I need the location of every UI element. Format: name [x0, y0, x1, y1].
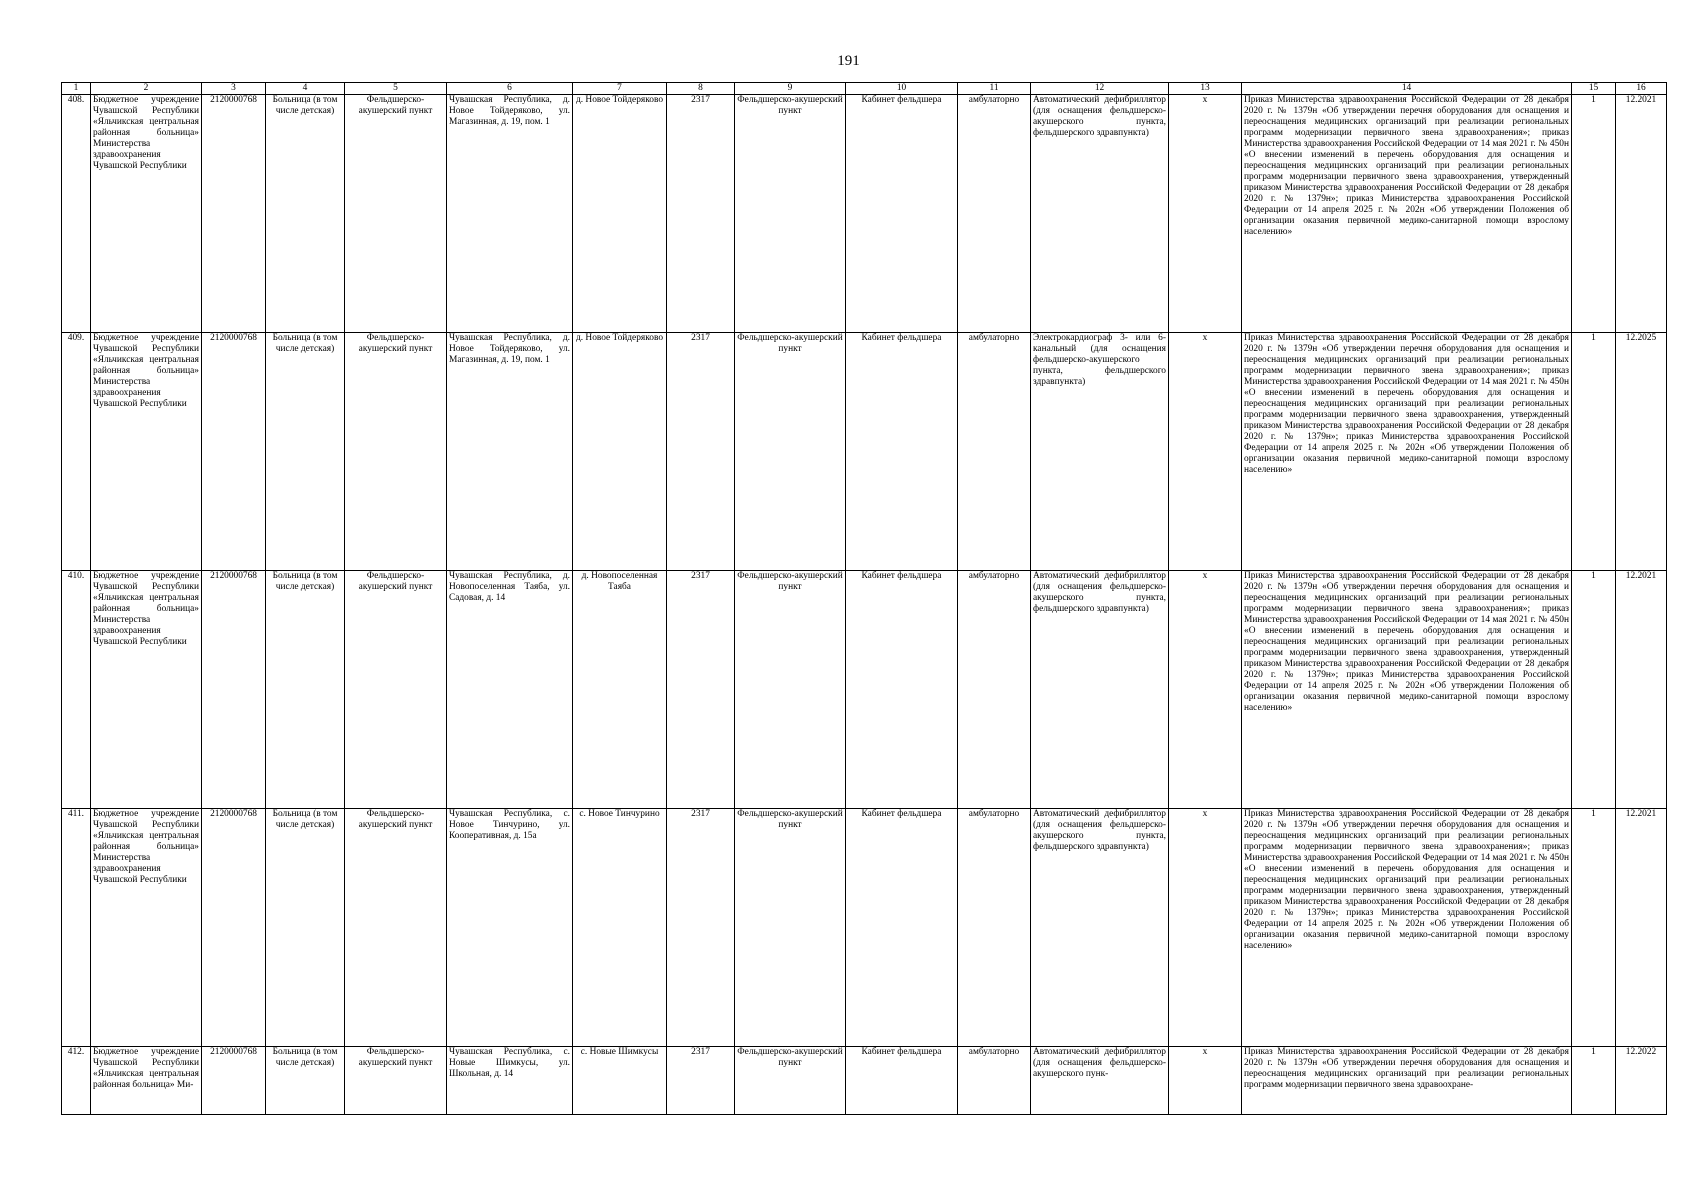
column-number: 15 — [1572, 83, 1616, 95]
care-mode: амбулаторно — [958, 571, 1031, 809]
column-number: 4 — [266, 83, 345, 95]
organization-type: Больница (в том числе детская) — [266, 809, 345, 1047]
row-number: 409. — [62, 333, 91, 571]
legal-basis: Приказ Министерства здравоохранения Российской Федерации от 28 декабря 2020 г. № 1379н «Об утверждении перечня оборудования для оснащения и переоснащения медицинских организаций при реализации региональных программ модернизации первичного звена здравоохранения»; приказ Министерства здравоохранения Российской Федерации от 14 мая 2021 г. № 450н «О внесении изменений в перечень оборудования для оснащения и переоснащения медицинских организаций при реализации региональных программ модернизации первичного звена здравоохранения, утвержденный приказом Министерства здравоохранения Российской Федерации от 28 декабря 2020 г. № 1379н»; приказ Министерства здравоохранения Российской Федерации от 14 апреля 2025 г. № 202н «Об утверждении Положения об организации оказания первичной медико-санитарной помощи взрослому населению» — [1242, 95, 1572, 333]
organization-name: Бюджетное учреждение Чувашской Республики «Яльчикская центральная районная больница» Министерства здравоохранения Чувашской Республики — [91, 571, 202, 809]
column-number: 6 — [447, 83, 573, 95]
organization-code: 2120000768 — [202, 95, 266, 333]
organization-type: Больница (в том числе детская) — [266, 95, 345, 333]
quantity: 1 — [1572, 95, 1616, 333]
organization-code: 2120000768 — [202, 1047, 266, 1115]
address: Чувашская Республика, д. Новопоселенная Таяба, ул. Садовая, д. 14 — [447, 571, 573, 809]
table-row — [62, 95, 1667, 333]
unit-name: Фельдшерско-акушерский пункт — [345, 1047, 447, 1115]
column-number: 16 — [1616, 83, 1667, 95]
organization-name-text: Бюджетное учреждение Чувашской Республики «Яльчикская центральная районная больница» Ми- — [93, 1047, 199, 1090]
equipment-name — [1031, 1047, 1169, 1115]
date: 12.2022 — [1616, 1047, 1667, 1115]
date: 12.2021 — [1616, 809, 1667, 1047]
column-number: 13 — [1169, 83, 1242, 95]
column-number: 3 — [202, 83, 266, 95]
quantity: 1 — [1572, 571, 1616, 809]
locality: д. Новопоселенная Таяба — [573, 571, 667, 809]
room-name: Кабинет фельдшера — [846, 333, 958, 571]
care-mode: амбулаторно — [958, 333, 1031, 571]
oktmo-code: 2317 — [667, 571, 735, 809]
column-number: 7 — [573, 83, 667, 95]
oktmo-code: 2317 — [667, 809, 735, 1047]
unit-name: Фельдшерско-акушерский пункт — [345, 333, 447, 571]
subunit-name: Фельдшерско-акушерский пункт — [735, 809, 846, 1047]
row-number: 410. — [62, 571, 91, 809]
organization-name: Бюджетное учреждение Чувашской Республики «Яльчикская центральная районная больница» Министерства здравоохранения Чувашской Республики — [91, 333, 202, 571]
oktmo-code: 2317 — [667, 333, 735, 571]
unit-name: Фельдшерско-акушерский пункт — [345, 809, 447, 1047]
column-number: 12 — [1031, 83, 1169, 95]
room-name: Кабинет фельдшера — [846, 809, 958, 1047]
organization-name: Бюджетное учреждение Чувашской Республики «Яльчикская центральная районная больница» Министерства здравоохранения Чувашской Республики — [91, 95, 202, 333]
subunit-name: Фельдшерско-акушерский пункт — [735, 571, 846, 809]
date: 12.2025 — [1616, 333, 1667, 571]
care-mode: амбулаторно — [958, 809, 1031, 1047]
locality: д. Новое Тойдеряково — [573, 333, 667, 571]
organization-code: 2120000768 — [202, 333, 266, 571]
room-name: Кабинет фельдшера — [846, 571, 958, 809]
equipment-name: Автоматический дефибриллятор (для оснащения фельдшерско-акушерского пункта, фельдшерского здравпункта) — [1031, 571, 1169, 809]
equipment-name-text: Автоматический дефибриллятор (для оснащения фельдшерско-акушерского пунк- — [1033, 1047, 1166, 1079]
organization-name — [91, 1047, 202, 1115]
table-row — [62, 1047, 1667, 1115]
column-number: 14 — [1242, 83, 1572, 95]
equipment-table — [61, 82, 1667, 1115]
address: Чувашская Республика, д. Новое Тойдеряково, ул. Магазинная, д. 19, пом. 1 — [447, 333, 573, 571]
care-mode: амбулаторно — [958, 1047, 1031, 1115]
legal-basis — [1242, 1047, 1572, 1115]
subunit-name: Фельдшерско-акушерский пункт — [735, 333, 846, 571]
row-number: 412. — [62, 1047, 91, 1115]
mark: x — [1169, 1047, 1242, 1115]
page-number: 191 — [837, 53, 860, 69]
care-mode: амбулаторно — [958, 95, 1031, 333]
mark: x — [1169, 333, 1242, 571]
locality: д. Новое Тойдеряково — [573, 95, 667, 333]
row-number: 408. — [62, 95, 91, 333]
oktmo-code: 2317 — [667, 1047, 735, 1115]
column-number: 1 — [62, 83, 91, 95]
address: Чувашская Республика, с. Новое Тинчурино, ул. Кооперативная, д. 15а — [447, 809, 573, 1047]
column-number-row — [62, 83, 1667, 95]
organization-code: 2120000768 — [202, 809, 266, 1047]
unit-name: Фельдшерско-акушерский пункт — [345, 571, 447, 809]
organization-name: Бюджетное учреждение Чувашской Республики «Яльчикская центральная районная больница» Министерства здравоохранения Чувашской Республики — [91, 809, 202, 1047]
quantity: 1 — [1572, 1047, 1616, 1115]
mark: x — [1169, 95, 1242, 333]
equipment-name: Электрокардиограф 3- или 6-канальный (для оснащения фельдшерско-акушерского пункта, фельдшерского здравпункта) — [1031, 333, 1169, 571]
mark: x — [1169, 571, 1242, 809]
column-number: 8 — [667, 83, 735, 95]
locality: с. Новые Шимкусы — [573, 1047, 667, 1115]
mark: x — [1169, 809, 1242, 1047]
quantity: 1 — [1572, 333, 1616, 571]
subunit-name: Фельдшерско-акушерский пункт — [735, 95, 846, 333]
room-name: Кабинет фельдшера — [846, 1047, 958, 1115]
column-number: 9 — [735, 83, 846, 95]
organization-type: Больница (в том числе детская) — [266, 1047, 345, 1115]
quantity: 1 — [1572, 809, 1616, 1047]
table-row — [62, 333, 1667, 571]
address: Чувашская Республика, д. Новое Тойдеряково, ул. Магазинная, д. 19, пом. 1 — [447, 95, 573, 333]
subunit-name: Фельдшерско-акушерский пункт — [735, 1047, 846, 1115]
column-number: 5 — [345, 83, 447, 95]
organization-type: Больница (в том числе детская) — [266, 571, 345, 809]
unit-name: Фельдшерско-акушерский пункт — [345, 95, 447, 333]
column-number: 2 — [91, 83, 202, 95]
column-number: 10 — [846, 83, 958, 95]
equipment-name: Автоматический дефибриллятор (для оснащения фельдшерско-акушерского пункта, фельдшерского здравпункта) — [1031, 809, 1169, 1047]
equipment-name: Автоматический дефибриллятор (для оснащения фельдшерско-акушерского пункта, фельдшерского здравпункта) — [1031, 95, 1169, 333]
legal-basis: Приказ Министерства здравоохранения Российской Федерации от 28 декабря 2020 г. № 1379н «Об утверждении перечня оборудования для оснащения и переоснащения медицинских организаций при реализации региональных программ модернизации первичного звена здравоохранения»; приказ Министерства здравоохранения Российской Федерации от 14 мая 2021 г. № 450н «О внесении изменений в перечень оборудования для оснащения и переоснащения медицинских организаций при реализации региональных программ модернизации первичного звена здравоохранения, утвержденный приказом Министерства здравоохранения Российской Федерации от 28 декабря 2020 г. № 1379н»; приказ Министерства здравоохранения Российской Федерации от 14 апреля 2025 г. № 202н «Об утверждении Положения об организации оказания первичной медико-санитарной помощи взрослому населению» — [1242, 333, 1572, 571]
table-row — [62, 571, 1667, 809]
organization-type: Больница (в том числе детская) — [266, 333, 345, 571]
room-name: Кабинет фельдшера — [846, 95, 958, 333]
row-number: 411. — [62, 809, 91, 1047]
date: 12.2021 — [1616, 571, 1667, 809]
locality: с. Новое Тинчурино — [573, 809, 667, 1047]
organization-code: 2120000768 — [202, 571, 266, 809]
legal-basis: Приказ Министерства здравоохранения Российской Федерации от 28 декабря 2020 г. № 1379н «Об утверждении перечня оборудования для оснащения и переоснащения медицинских организаций при реализации региональных программ модернизации первичного звена здравоохранения»; приказ Министерства здравоохранения Российской Федерации от 14 мая 2021 г. № 450н «О внесении изменений в перечень оборудования для оснащения и переоснащения медицинских организаций при реализации региональных программ модернизации первичного звена здравоохранения, утвержденный приказом Министерства здравоохранения Российской Федерации от 28 декабря 2020 г. № 1379н»; приказ Министерства здравоохранения Российской Федерации от 14 апреля 2025 г. № 202н «Об утверждении Положения об организации оказания первичной медико-санитарной помощи взрослому населению» — [1242, 571, 1572, 809]
legal-basis: Приказ Министерства здравоохранения Российской Федерации от 28 декабря 2020 г. № 1379н «Об утверждении перечня оборудования для оснащения и переоснащения медицинских организаций при реализации региональных программ модернизации первичного звена здравоохранения»; приказ Министерства здравоохранения Российской Федерации от 14 мая 2021 г. № 450н «О внесении изменений в перечень оборудования для оснащения и переоснащения медицинских организаций при реализации региональных программ модернизации первичного звена здравоохранения, утвержденный приказом Министерства здравоохранения Российской Федерации от 28 декабря 2020 г. № 1379н»; приказ Министерства здравоохранения Российской Федерации от 14 апреля 2025 г. № 202н «Об утверждении Положения об организации оказания первичной медико-санитарной помощи взрослому населению» — [1242, 809, 1572, 1047]
date: 12.2021 — [1616, 95, 1667, 333]
column-number: 11 — [958, 83, 1031, 95]
legal-basis-text: Приказ Министерства здравоохранения Российской Федерации от 28 декабря 2020 г. № 1379н «Об утверждении перечня оборудования для оснащения и переоснащения медицинских организаций при реализации региональных программ модернизации первичного звена здравоохране- — [1244, 1047, 1569, 1090]
address: Чувашская Республика, с. Новые Шимкусы, ул. Школьная, д. 14 — [447, 1047, 573, 1115]
table-row — [62, 809, 1667, 1047]
oktmo-code: 2317 — [667, 95, 735, 333]
